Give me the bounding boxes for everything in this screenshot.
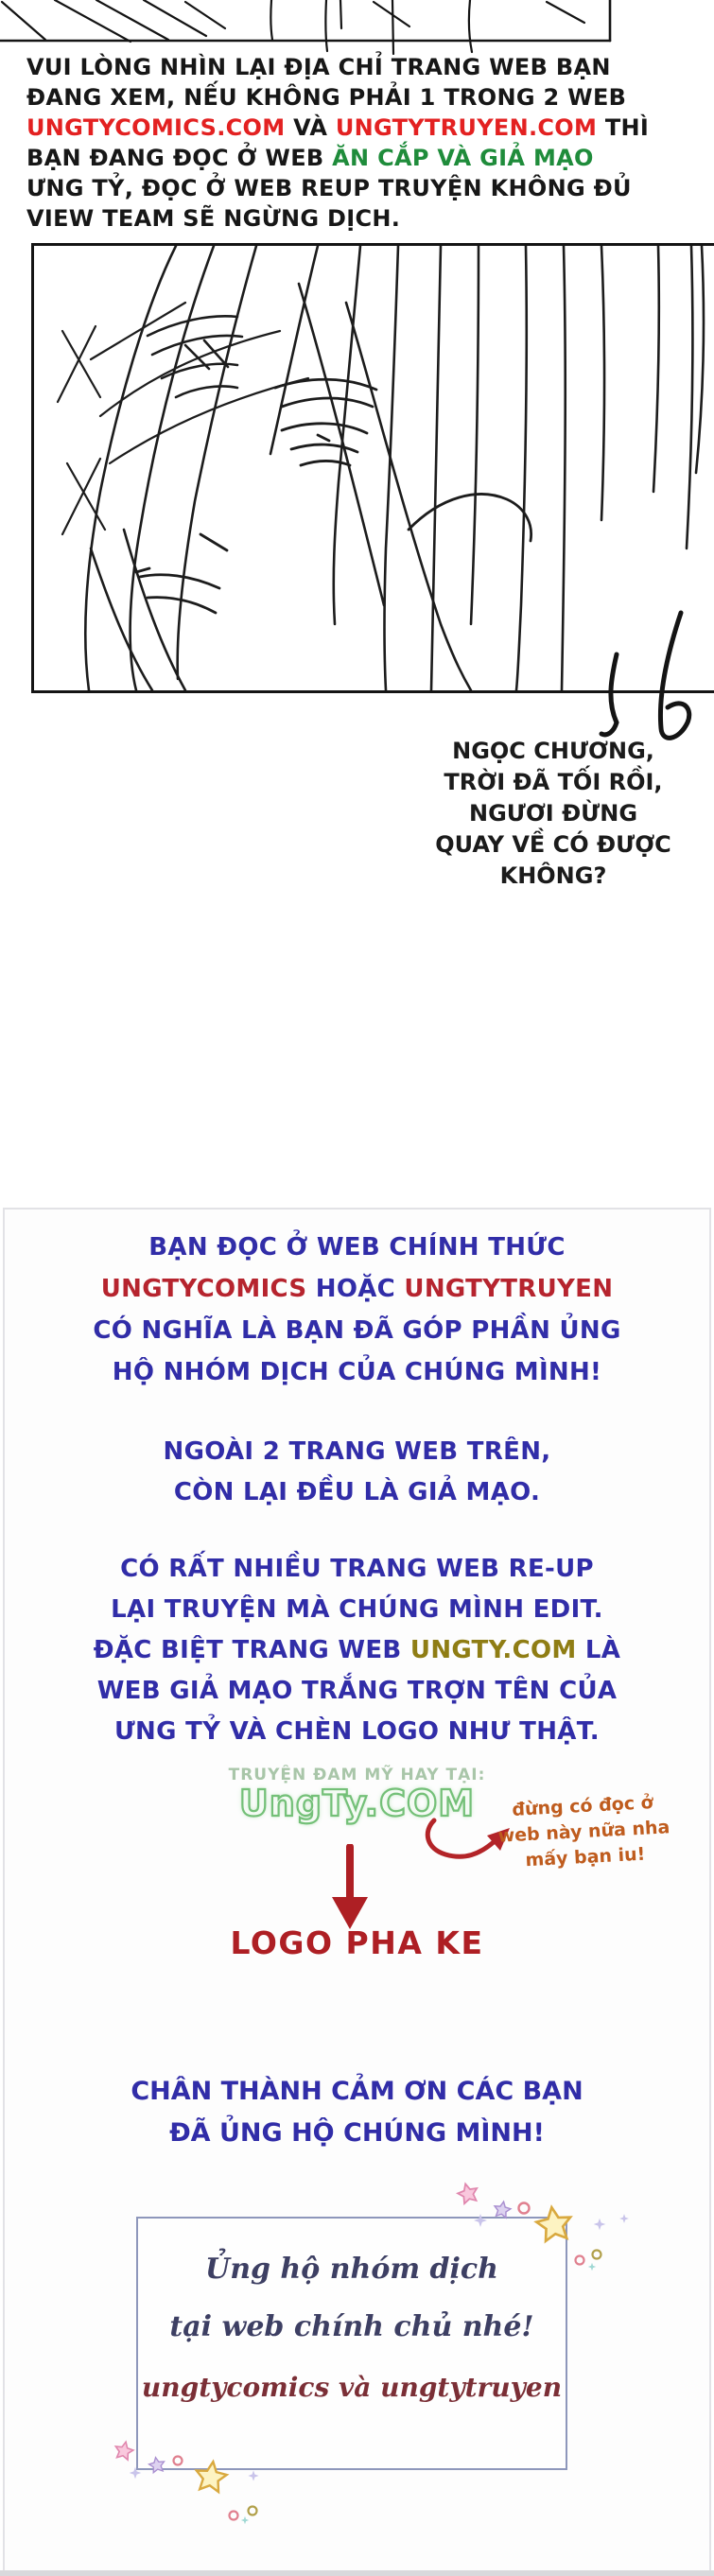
support-box <box>136 2217 567 2470</box>
warning-line: VUI LÒNG NHÌN LẠI ĐỊA CHỈ TRANG WEB BẠN <box>26 54 611 80</box>
piracy-warning-text <box>26 52 688 234</box>
notice-line: WEB GIẢ MẠO TRẮNG TRỢN TÊN CỦA <box>96 1677 618 1705</box>
thanks-line: CHÂN THÀNH CẢM ƠN CÁC BẠN <box>131 2077 583 2106</box>
warning-text: BẠN ĐANG ĐỌC Ở WEB <box>26 145 333 171</box>
right-eye-brow <box>275 379 376 465</box>
notice-line: BẠN ĐỌC Ở WEB CHÍNH THỨC <box>148 1233 566 1262</box>
jaw-ear-arc <box>409 495 531 541</box>
notice-line <box>5 1268 709 1310</box>
speech-line: KHÔNG? <box>499 862 607 889</box>
fake-logo-tagline: TRUYỆN ĐAM MỸ HAY TẠI: <box>228 1766 486 1784</box>
speech-line: TRỜI ĐÃ TỐI RỒI, <box>444 769 663 795</box>
hair-sketch-strokes <box>2 0 584 54</box>
warning-line <box>26 143 688 173</box>
support-line: tại web chính chủ nhé! <box>169 2310 534 2343</box>
official-web-notice <box>5 1227 709 1393</box>
warning-line: ƯNG TỶ, ĐỌC Ở WEB REUP TRUYỆN KHÔNG ĐỦ <box>26 175 632 201</box>
notice-line: ƯNG TỶ VÀ CHÈN LOGO NHƯ THẬT. <box>114 1717 600 1746</box>
notice-text: LÀ <box>576 1636 621 1664</box>
official-url-1: UNGTYCOMICS.COM <box>26 114 286 141</box>
notice-line <box>5 1630 709 1671</box>
site-name-2: UNGTYTRUYEN <box>404 1275 614 1303</box>
warning-line: ĐANG XEM, NẾU KHÔNG PHẢI 1 TRONG 2 WEB <box>26 84 627 111</box>
arrow-down-icon <box>323 1844 376 1934</box>
notice-line: HỘ NHÓM DỊCH CỦA CHÚNG MÌNH! <box>112 1358 602 1386</box>
side-note-line: đừng có đọc ở <box>511 1792 654 1820</box>
notice-line: CÒN LẠI ĐỀU LÀ GIẢ MẠO. <box>173 1478 541 1506</box>
reup-notice <box>5 1549 709 1752</box>
support-sites: ungtycomics và ungtytruyen <box>141 2372 563 2403</box>
announcement-section <box>3 1208 711 2571</box>
speech-text <box>397 736 709 892</box>
top-panel-remnant-sketch <box>0 0 714 55</box>
notice-line: CÓ NGHĨA LÀ BẠN ĐÃ GÓP PHẦN ỦNG <box>93 1316 621 1345</box>
speech-line: NGỌC CHƯƠNG, <box>452 738 654 764</box>
official-url-2: UNGTYTRUYEN.COM <box>335 114 598 141</box>
nose-mouth <box>136 534 227 613</box>
handwritten-side-note <box>485 1789 683 1876</box>
warning-text: THÌ <box>597 114 650 141</box>
warning-line <box>26 113 688 143</box>
site-name-1: UNGTYCOMICS <box>100 1275 307 1303</box>
page-bottom-edge <box>0 2570 714 2576</box>
fake-web-label: ĂN CẮP VÀ GIẢ MẠO <box>332 145 594 171</box>
speech-line: QUAY VỀ CÓ ĐƯỢC <box>435 831 671 858</box>
side-note-line: mấy bạn iu! <box>524 1843 646 1871</box>
thanks-line: ĐÃ ỦNG HỘ CHÚNG MÌNH! <box>169 2118 545 2148</box>
warning-line: VIEW TEAM SẼ NGỪNG DỊCH. <box>26 205 401 232</box>
notice-line: NGOÀI 2 TRANG WEB TRÊN, <box>163 1437 551 1466</box>
support-line: Ủng hộ nhóm dịch <box>205 2253 498 2286</box>
fake-logo-text: UngTy.COM <box>238 1783 476 1824</box>
fake-web-notice <box>5 1432 709 1513</box>
notice-text: HOẶC <box>306 1275 405 1303</box>
fake-site-url: UNGTY.COM <box>409 1636 577 1664</box>
side-note-line: web này nữa nha <box>497 1817 670 1847</box>
thanks-text <box>5 2071 709 2154</box>
speech-line: NGƯƠI ĐỪNG <box>468 800 638 827</box>
artist-signature <box>567 605 714 747</box>
notice-line: LẠI TRUYỆN MÀ CHÚNG MÌNH EDIT. <box>111 1595 603 1624</box>
fake-logo-label: LOGO PHA KE <box>230 1924 484 1961</box>
warning-text: VÀ <box>285 114 336 141</box>
notice-line: CÓ RẤT NHIỀU TRANG WEB RE-UP <box>120 1555 594 1583</box>
notice-text: ĐẶC BIỆT TRANG WEB <box>93 1636 410 1664</box>
